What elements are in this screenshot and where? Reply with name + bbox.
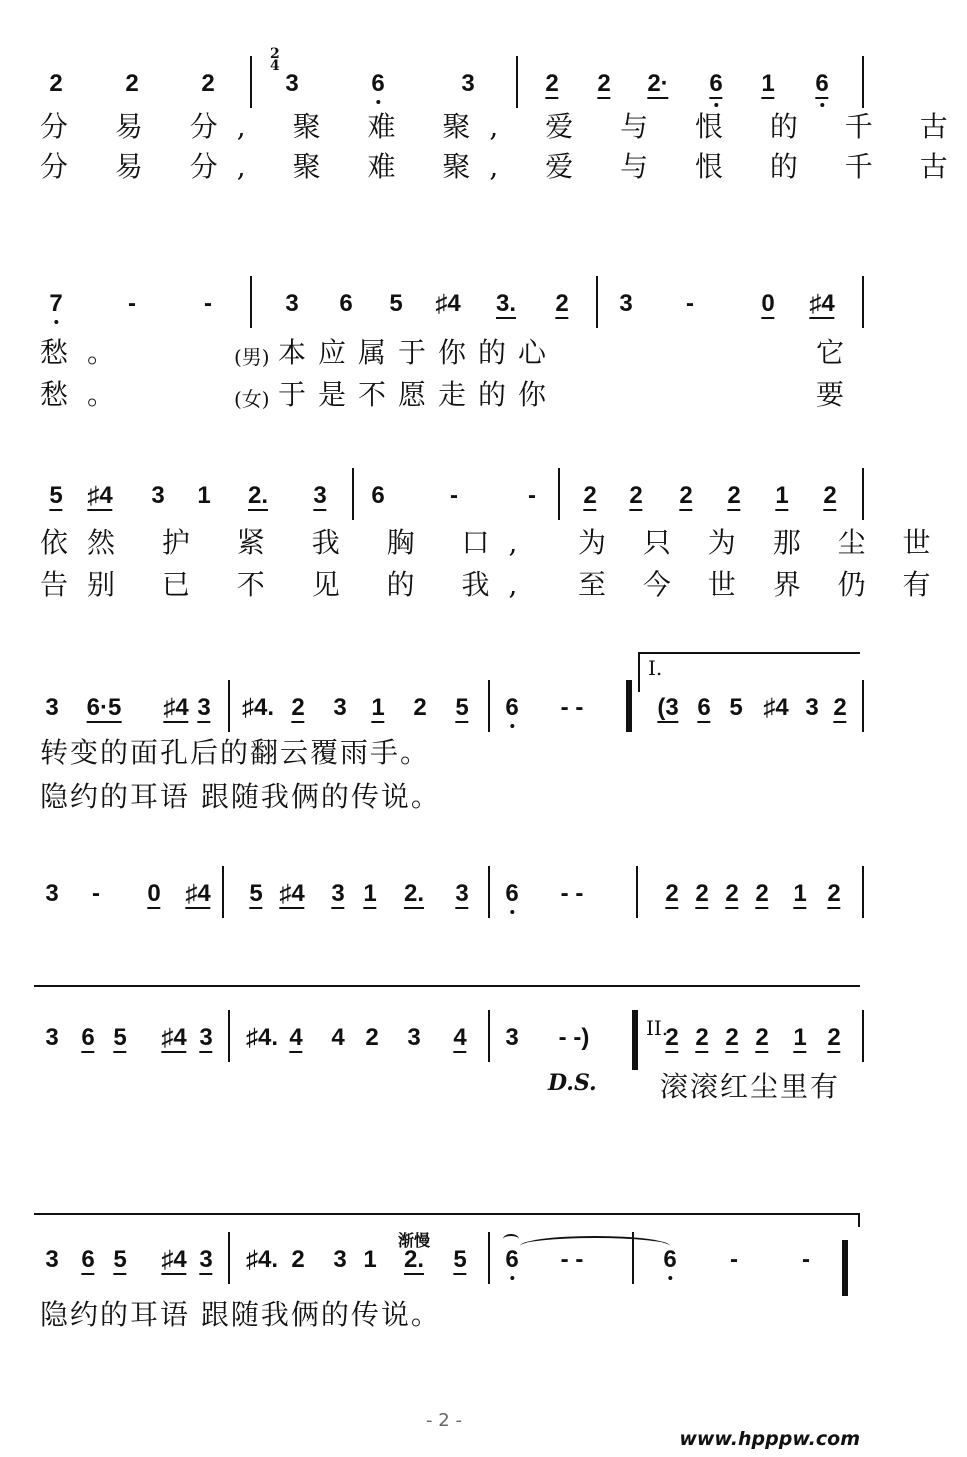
lyric-line <box>0 526 945 568</box>
note: 2. <box>403 1246 425 1273</box>
system-separator <box>34 985 860 987</box>
note: 5 <box>113 1246 127 1273</box>
note: - - <box>560 880 584 907</box>
barline <box>862 1010 864 1062</box>
note: 2 <box>545 70 559 97</box>
barline <box>352 468 354 520</box>
lyric-line <box>0 338 888 378</box>
lyric-line <box>0 568 945 610</box>
note: 2 <box>727 482 741 509</box>
note: 3 <box>805 694 819 721</box>
lyric-line <box>0 150 967 192</box>
barline <box>488 680 490 732</box>
note: 3 <box>285 290 299 317</box>
barline <box>636 866 638 918</box>
lyric-text: 分 易 分, 聚 难 聚, 爱 与 恨 的 千 古 <box>40 150 967 183</box>
note: 3 <box>331 880 345 907</box>
note: 6 <box>505 694 519 721</box>
note: 5 <box>389 290 403 317</box>
barline <box>862 276 864 328</box>
page-number: - 2 - <box>426 1410 462 1431</box>
note: 3 <box>407 1024 421 1051</box>
barline <box>250 56 252 108</box>
note: 5 <box>49 482 63 509</box>
lyric-text: 于是不愿走的你 <box>278 378 559 411</box>
note: 1 <box>775 482 789 509</box>
note: 0 <box>761 290 775 317</box>
note: 6 <box>81 1024 95 1051</box>
note: - <box>204 290 212 317</box>
note: 1 <box>363 1246 377 1273</box>
barline <box>228 680 230 732</box>
tempo-marking: 渐慢 <box>398 1231 431 1250</box>
note: 3 <box>199 1246 213 1273</box>
note: 2. <box>247 482 269 509</box>
lyric-line <box>0 738 888 778</box>
note: - <box>802 1246 810 1273</box>
note: 3 <box>285 70 299 97</box>
note: 6 <box>709 70 723 97</box>
barline <box>488 1010 490 1062</box>
note: 1 <box>793 1024 807 1051</box>
note: 2 <box>665 1024 679 1051</box>
note: 2 <box>555 290 569 317</box>
lyric-text: 愁。 <box>40 336 135 369</box>
barline <box>222 866 224 918</box>
lyric-line <box>0 1072 888 1112</box>
barline <box>862 56 864 108</box>
note: ♯4 <box>163 694 189 721</box>
barline <box>862 468 864 520</box>
note: 6 <box>815 70 829 97</box>
note: ♯4 <box>185 880 211 907</box>
lyric-text: 本应属于你的心 <box>278 336 559 369</box>
note: 1 <box>197 482 211 509</box>
note: - -) <box>558 1024 590 1051</box>
note: 2 <box>679 482 693 509</box>
barline <box>488 866 490 918</box>
note: - <box>528 482 536 509</box>
note: 1 <box>371 694 385 721</box>
tie-slur <box>520 1236 670 1256</box>
lyric-text: 转变的面孔后的翻云覆雨手。 <box>40 736 431 769</box>
lyric-text: 隐约的耳语 跟随我俩的传说。 <box>40 1298 441 1331</box>
note: 2 <box>725 880 739 907</box>
volta-2-label: II. <box>646 1016 669 1040</box>
note: 2 <box>49 70 63 97</box>
note: 2 <box>597 70 611 97</box>
voice-label: (男) <box>234 345 270 369</box>
barline <box>862 866 864 918</box>
note: 2. <box>403 880 425 907</box>
note: 1 <box>363 880 377 907</box>
note: - <box>730 1246 738 1273</box>
lyric-line <box>0 110 967 152</box>
note: 3 <box>197 694 211 721</box>
barline <box>228 1010 230 1062</box>
note: 4 <box>331 1024 345 1051</box>
note: 6 <box>81 1246 95 1273</box>
note: 3 <box>461 70 475 97</box>
lyric-text: 隐约的耳语 跟随我俩的传说。 <box>40 780 441 813</box>
note: 5 <box>249 880 263 907</box>
note: (3 <box>657 694 679 721</box>
note: 0 <box>147 880 161 907</box>
note: ♯4 <box>279 880 305 907</box>
repeat-barline <box>632 1010 638 1070</box>
lyric-text: 依然 护 紧 我 胸 口, <box>40 526 537 559</box>
barline <box>516 56 518 108</box>
note: 6 <box>663 1246 677 1273</box>
note: 6 <box>505 880 519 907</box>
note: 5 <box>453 1246 467 1273</box>
note: 2 <box>833 694 847 721</box>
note: 2 <box>201 70 215 97</box>
note: 3 <box>45 1024 59 1051</box>
note: ♯4 <box>809 290 835 317</box>
volta-1-bracket-left <box>638 652 640 692</box>
note: 6 <box>371 482 385 509</box>
note: 6·5 <box>86 694 122 721</box>
note: 6 <box>371 70 385 97</box>
system-separator <box>34 1213 860 1215</box>
note: 3 <box>455 880 469 907</box>
note: ♯4 <box>161 1024 187 1051</box>
system-end-line <box>858 1213 860 1227</box>
note: ♯4. <box>241 694 275 721</box>
note: 4 <box>453 1024 467 1051</box>
lyric-text: 告别 已 不 见 的 我, <box>40 568 537 601</box>
note: 2 <box>827 1024 841 1051</box>
note: 3 <box>333 694 347 721</box>
note: 4 <box>289 1024 303 1051</box>
repeat-barline <box>626 680 632 732</box>
notes-line <box>0 1026 888 1066</box>
lyric-line <box>0 782 888 822</box>
barline <box>250 276 252 328</box>
lyric-text: 至 今 世 界 仍 有 <box>578 568 945 601</box>
voice-label: (女) <box>234 387 270 411</box>
note: ♯4 <box>763 694 789 721</box>
note: 3 <box>313 482 327 509</box>
note: 3 <box>333 1246 347 1273</box>
ds-marking: D.S. <box>548 1070 597 1096</box>
lyric-text: 滚滚红尘里有 <box>660 1070 841 1103</box>
note: 3 <box>619 290 633 317</box>
note: 3 <box>45 694 59 721</box>
barline <box>228 1232 230 1284</box>
note: 3 <box>151 482 165 509</box>
note: - <box>686 290 694 317</box>
note: 1 <box>793 880 807 907</box>
note: 2 <box>583 482 597 509</box>
barline <box>596 276 598 328</box>
barline <box>558 468 560 520</box>
note: - <box>92 880 100 907</box>
volta-1-bracket-top <box>638 652 860 654</box>
note: - <box>450 482 458 509</box>
note: 2 <box>291 694 305 721</box>
note: 5 <box>729 694 743 721</box>
note: ♯4. <box>245 1246 279 1273</box>
note: - - <box>560 1246 584 1273</box>
note: 2 <box>725 1024 739 1051</box>
note: 2 <box>695 1024 709 1051</box>
barline <box>862 680 864 732</box>
note: - - <box>560 694 584 721</box>
lyric-text: 为 只 为 那 尘 世 <box>578 526 945 559</box>
note: 2 <box>823 482 837 509</box>
note: 2 <box>365 1024 379 1051</box>
note: 5 <box>455 694 469 721</box>
note: 3 <box>45 880 59 907</box>
lyric-text: 要 <box>816 378 864 411</box>
note: 2 <box>125 70 139 97</box>
note: 2 <box>755 1024 769 1051</box>
note: 3 <box>505 1024 519 1051</box>
time-signature: 2 4 <box>270 46 280 74</box>
notes-line <box>0 696 888 736</box>
note: 3 <box>199 1024 213 1051</box>
volta-1-label: I. <box>648 656 663 680</box>
watermark: www.hpppw.com <box>679 1428 860 1450</box>
lyric-text: 分 易 分, 聚 难 聚, 爱 与 恨 的 千 古 <box>40 110 967 143</box>
barline <box>488 1232 490 1284</box>
note: 2 <box>755 880 769 907</box>
final-barline <box>842 1240 848 1296</box>
lyric-text: 愁。 <box>40 378 135 411</box>
note: 2 <box>827 880 841 907</box>
note: 2 <box>665 880 679 907</box>
note: 6 <box>505 1246 519 1273</box>
notes-line <box>0 72 888 112</box>
note: ♯4 <box>87 482 113 509</box>
note: 3 <box>45 1246 59 1273</box>
note: 5 <box>113 1024 127 1051</box>
notes-line <box>0 1248 888 1288</box>
notes-line <box>0 882 888 922</box>
note: 6 <box>697 694 711 721</box>
lyric-text: 它 <box>816 336 864 369</box>
note: 6 <box>339 290 353 317</box>
note: 2 <box>413 694 427 721</box>
note: 3. <box>495 290 517 317</box>
note: 2 <box>291 1246 305 1273</box>
note: 2· <box>647 70 669 97</box>
note: 1 <box>761 70 775 97</box>
notes-line <box>0 292 888 332</box>
note: 2 <box>629 482 643 509</box>
lyric-line <box>0 380 888 420</box>
notes-line <box>0 484 888 524</box>
note: 7 <box>49 290 63 317</box>
note: ♯4 <box>435 290 461 317</box>
note: 2 <box>695 880 709 907</box>
lyric-line <box>0 1300 888 1340</box>
note: ♯4. <box>245 1024 279 1051</box>
note: ♯4 <box>161 1246 187 1273</box>
fermata-icon <box>503 1234 519 1244</box>
note: - <box>128 290 136 317</box>
